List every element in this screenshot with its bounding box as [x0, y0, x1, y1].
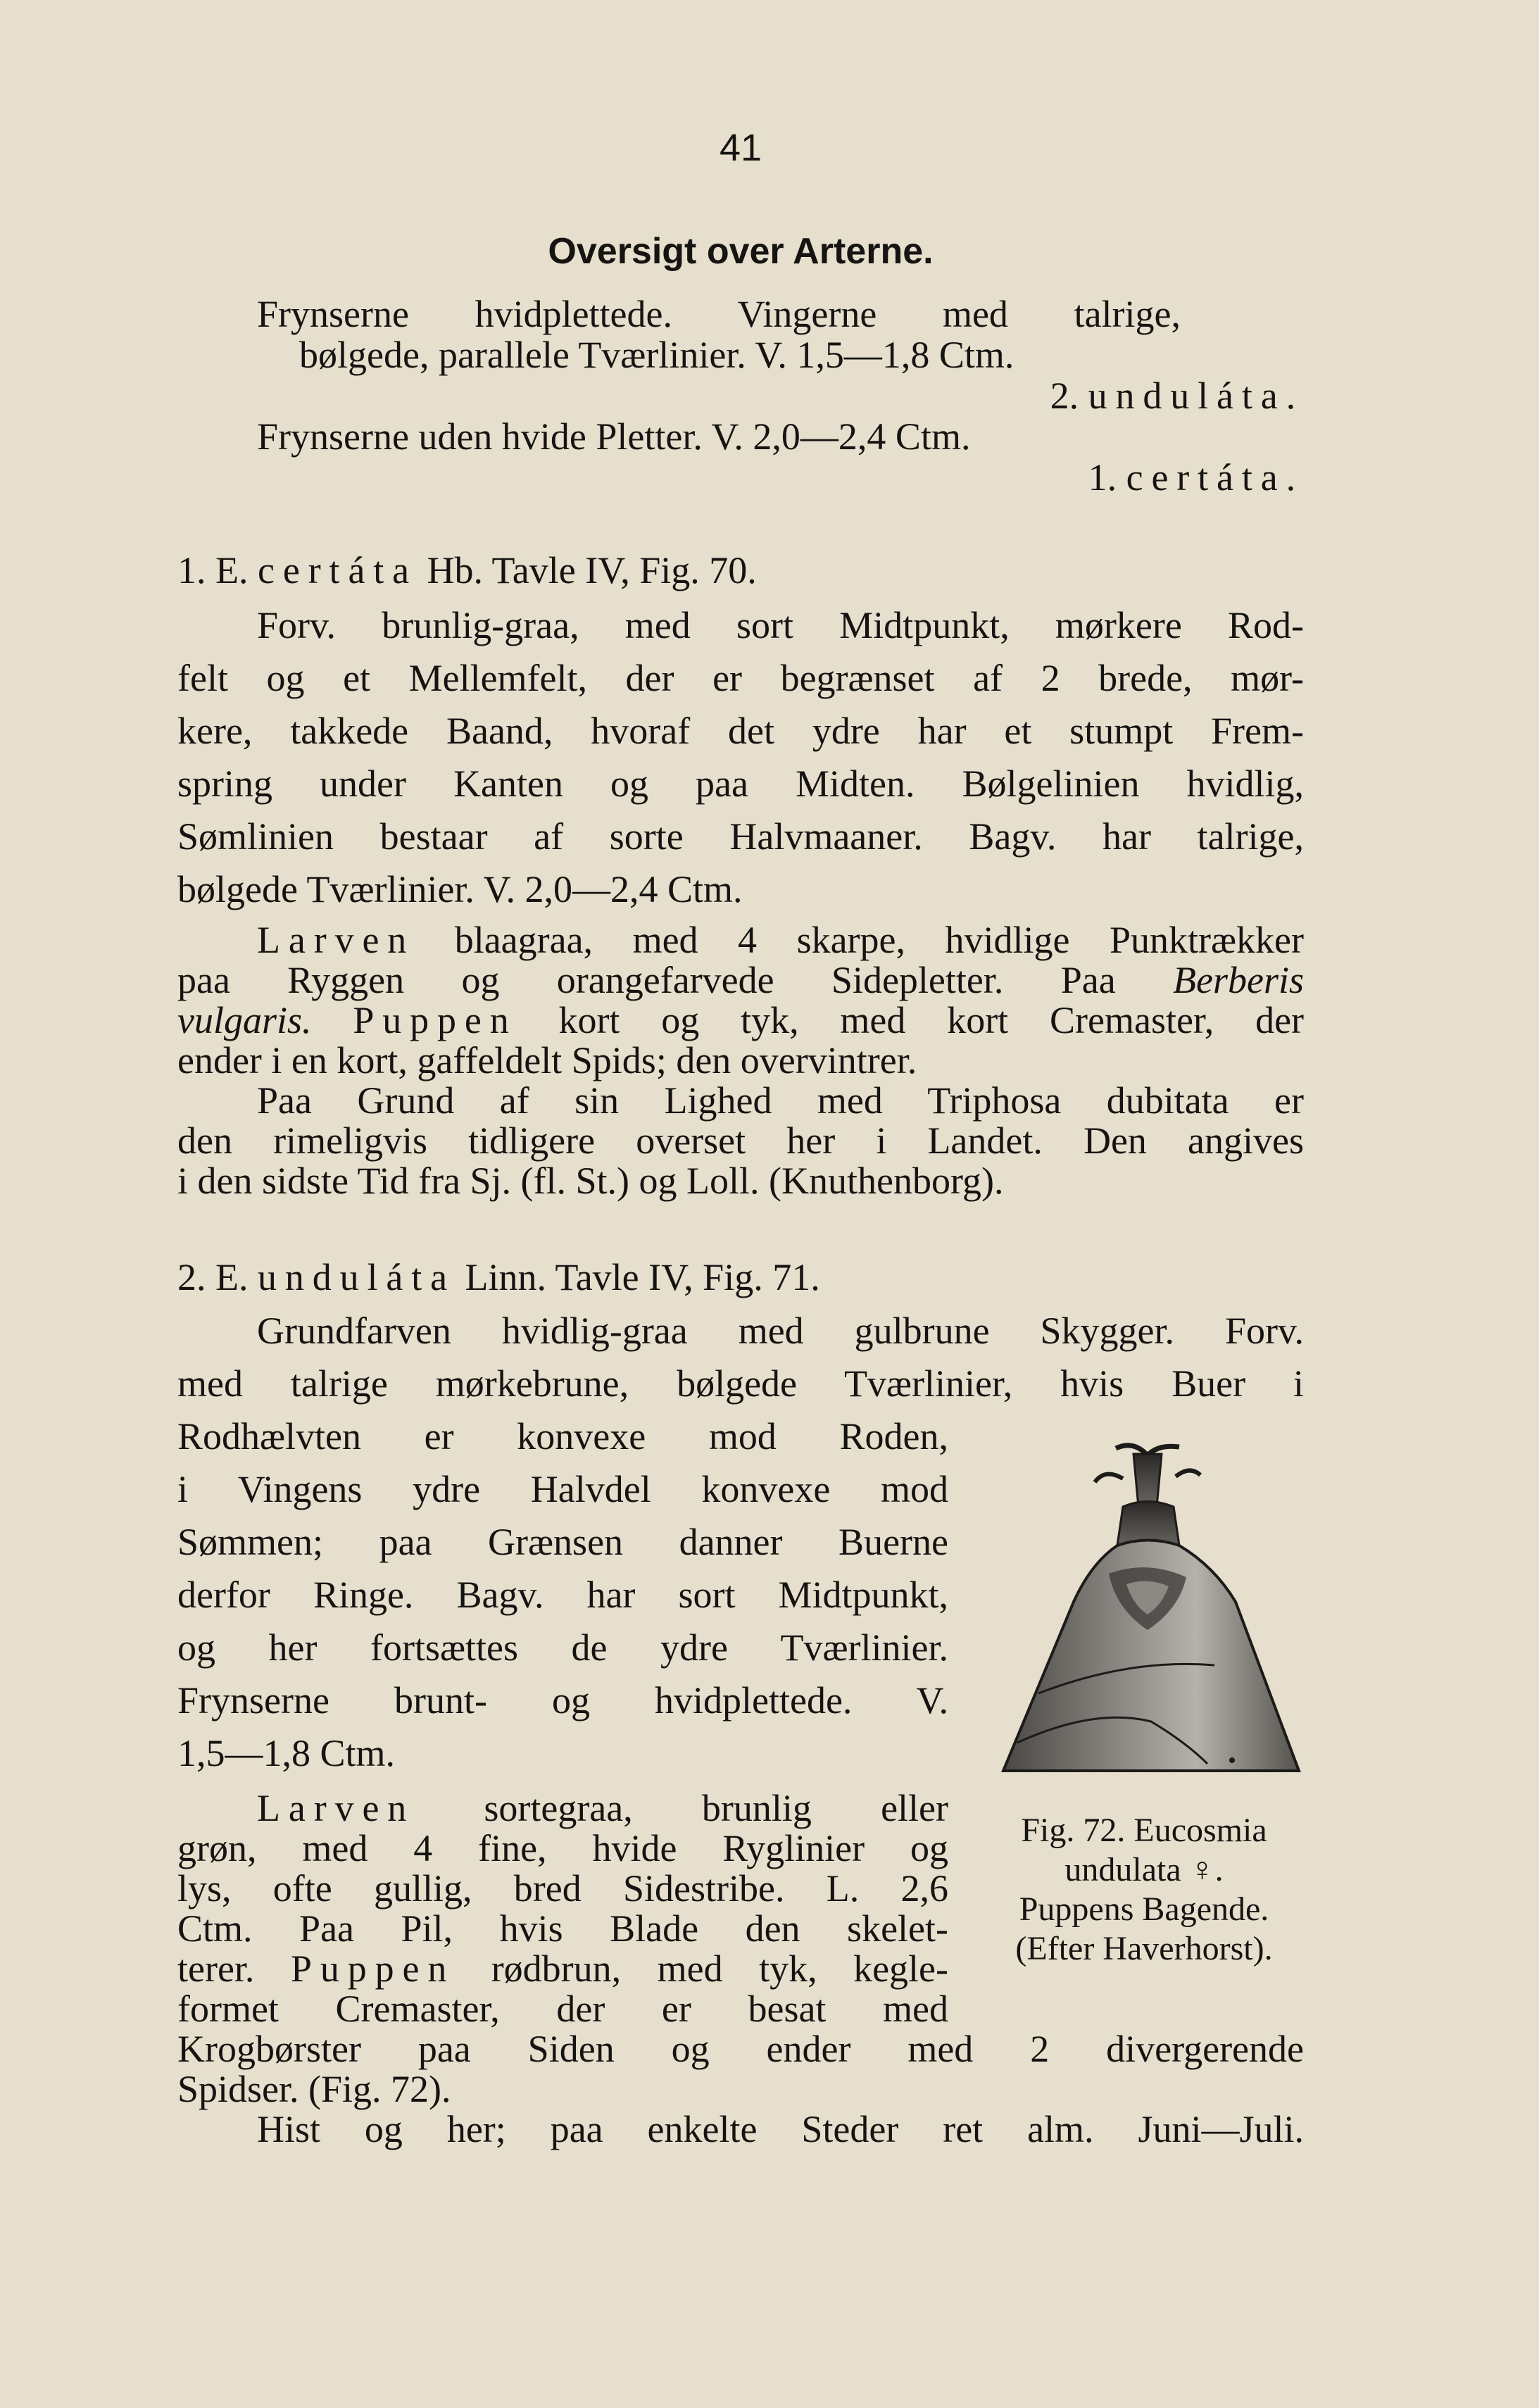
species-2-final-line: Hist og her; paa enkelte Steder ret alm. Juni—Juli. [257, 2108, 1304, 2150]
species-1-line: felt og et Mellemfelt, der er begrænset af 2 brede, mør- [177, 657, 1304, 699]
figure-caption-line: Fig. 72. Eucosmia [1021, 1812, 1267, 1849]
key-line-3: Frynserne uden hvide Pletter. V. 2,0—2,4 Ctm. [257, 415, 971, 458]
species-2-larva-line: Larven sortegraa, brunlig eller [257, 1787, 948, 1829]
species-2-line: med talrige mørkebrune, bølgede Tværlinier, hvis Buer i [177, 1362, 1304, 1405]
figure-caption-line: undulata ♀. [1064, 1851, 1224, 1888]
species-2-line: derfor Ringe. Bagv. har sort Midtpunkt, [177, 1574, 948, 1616]
species-1-note-line: den rimeligvis tidligere overset her i Landet. Den angives [177, 1120, 1304, 1162]
species-1-larva-line: Larven blaagraa, med 4 skarpe, hvidlige Punktrækker [257, 919, 1304, 961]
species-2-line: Spidser. (Fig. 72). [177, 2068, 451, 2110]
species-1-line: bølgede Tværlinier. V. 2,0—2,4 Ctm. [177, 868, 743, 910]
species-1-line: Sømlinien bestaar af sorte Halvmaaner. Bagv. har talrige, [177, 815, 1304, 858]
species-2-larva-line: lys, ofte gullig, bred Sidestribe. L. 2,6 [177, 1867, 948, 1910]
species-1-line: spring under Kanten og paa Midten. Bølgelinien hvidlig, [177, 763, 1304, 805]
species-2-line: Rodhælvten er konvexe mod Roden, [177, 1415, 948, 1457]
species-2-line: 1,5—1,8 Ctm. [177, 1732, 396, 1774]
species-1-larva-line: vulgaris. Puppen kort og tyk, med kort Cremaster, der [177, 999, 1305, 1041]
key-result-1: 2. unduláta. [1050, 375, 1304, 417]
key-result-2: 1. certáta. [1088, 456, 1304, 498]
species-1-larva-line: ender i en kort, gaffeldelt Spids; den overvintrer. [177, 1039, 917, 1081]
key-line-1: Frynserne hvidplettede. Vingerne med talrige, [257, 293, 1181, 335]
species-2-pupa-line: formet Cremaster, der er besat med [177, 1988, 948, 2030]
species-1-note-line: Paa Grund af sin Lighed med Triphosa dubitata er [257, 1079, 1304, 1122]
species-1-note-line: i den sidste Tid fra Sj. (fl. St.) og Loll. (Knuthenborg). [177, 1160, 1004, 1202]
page-number: 41 [719, 127, 762, 169]
species-2-pupa-line: terer. Puppen rødbrun, med tyk, kegle- [177, 1948, 948, 1990]
species-2-line: Frynserne brunt- og hvidplettede. V. [177, 1679, 948, 1722]
species-1-heading: 1. E. certáta Hb. Tavle IV, Fig. 70. [177, 549, 757, 591]
species-1-line: kere, takkede Baand, hvoraf det ydre har et stumpt Frem- [177, 710, 1304, 752]
species-1-larva-line: paa Ryggen og orangefarvede Sidepletter. Paa Berberis [177, 959, 1304, 1001]
species-2-line: i Vingens ydre Halvdel konvexe mod [177, 1468, 948, 1510]
figure-caption-line: (Efter Haverhorst). [1015, 1930, 1273, 1967]
species-2-line: Sømmen; paa Grænsen danner Buerne [177, 1521, 948, 1563]
species-2-larva-line: Ctm. Paa Pil, hvis Blade den skelet- [177, 1907, 948, 1950]
species-2-line: og her fortsættes de ydre Tværlinier. [177, 1626, 948, 1669]
species-2-heading: 2. E. unduláta Linn. Tavle IV, Fig. 71. [177, 1256, 820, 1298]
species-2-line: Grundfarven hvidlig-graa med gulbrune Skygger. Forv. [257, 1310, 1304, 1352]
species-1-line: Forv. brunlig-graa, med sort Midtpunkt, mørkere Rod- [257, 604, 1304, 646]
key-line-2: bølgede, parallele Tværlinier. V. 1,5—1,8 Ctm. [299, 334, 1015, 376]
species-2-larva-line: grøn, med 4 fine, hvide Ryglinier og [177, 1827, 948, 1869]
pupa-figure-illustration [989, 1440, 1320, 1792]
figure-caption-line: Puppens Bagende. [1019, 1890, 1269, 1928]
section-heading: Oversigt over Arterne. [548, 231, 934, 272]
species-2-line: Krogbørster paa Siden og ender med 2 divergerende [177, 2028, 1304, 2070]
